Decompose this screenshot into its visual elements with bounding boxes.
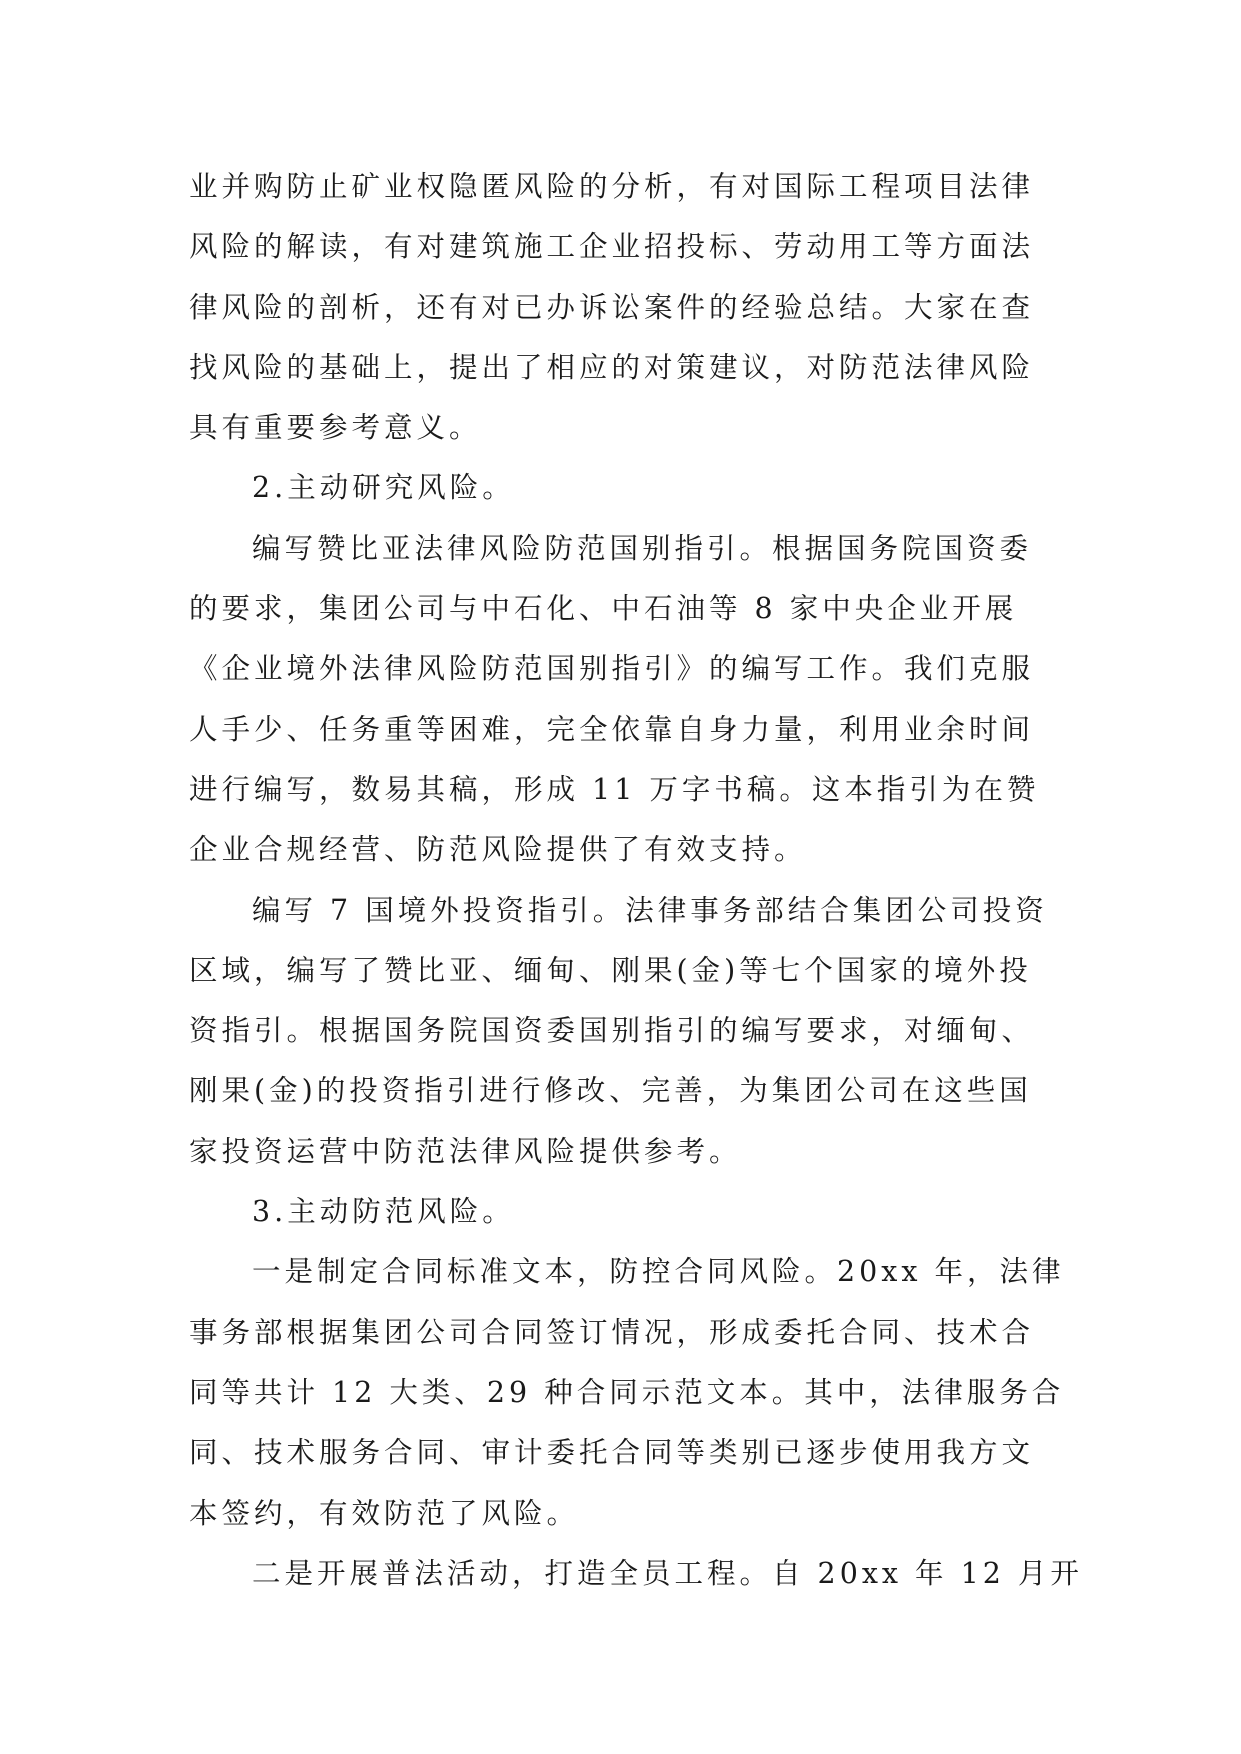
paragraph-start: 二是开展普法活动，打造全员工程。自 20xx 年 12 月开 <box>252 1556 1083 1590</box>
document-body <box>189 157 1083 1604</box>
text-line: 企业合规经营、防范风险提供了有效支持。 <box>189 833 807 867</box>
section-heading: 3.主动防范风险。 <box>252 1195 515 1229</box>
text-line: 业并购防止矿业权隐匿风险的分析，有对国际工程项目法律 <box>189 170 1035 203</box>
text-line: 刚果(金)的投资指引进行修改、完善，为集团公司在这些国 <box>189 1074 1032 1108</box>
text-line: 进行编写，数易其稿，形成 11 万字书稿。这本指引为在赞 <box>189 772 1040 806</box>
text-line: 律风险的剖析，还有对已办诉讼案件的经验总结。大家在查 <box>189 290 1035 324</box>
section-heading: 2.主动研究风险。 <box>252 471 515 505</box>
text-line: 事务部根据集团公司合同签订情况，形成委托合同、技术合 <box>189 1315 1035 1349</box>
text-line: 同、技术服务合同、审计委托合同等类别已逐步使用我方文 <box>189 1436 1035 1470</box>
text-line: 具有重要参考意义。 <box>189 411 482 445</box>
text-line: 风险的解读，有对建筑施工企业招投标、劳动用工等方面法 <box>189 230 1035 264</box>
paragraph-start: 编写赞比亚法律风险防范国别指引。根据国务院国资委 <box>252 531 1033 565</box>
text-line: 同等共计 12 大类、29 种合同示范文本。其中，法律服务合 <box>189 1375 1065 1409</box>
text-line: 找风险的基础上，提出了相应的对策建议，对防范法律风险 <box>189 350 1035 384</box>
text-line: 本签约，有效防范了风险。 <box>189 1496 580 1530</box>
text-line: 家投资运营中防范法律风险提供参考。 <box>189 1134 742 1168</box>
text-line: 的要求，集团公司与中石化、中石油等 8 家中央企业开展 <box>189 592 1018 626</box>
text-line: 人手少、任务重等困难，完全依靠自身力量，利用业余时间 <box>189 712 1035 746</box>
text-line: 区域，编写了赞比亚、缅甸、刚果(金)等七个国家的境外投 <box>189 953 1032 987</box>
text-line: 资指引。根据国务院国资委国别指引的编写要求，对缅甸、 <box>189 1014 1035 1048</box>
paragraph-start: 一是制定合同标准文本，防控合同风险。20xx 年，法律 <box>252 1255 1065 1289</box>
paragraph-start: 编写 7 国境外投资指引。法律事务部结合集团公司投资 <box>252 893 1048 927</box>
text-line: 《企业境外法律风险防范国别指引》的编写工作。我们克服 <box>189 652 1035 686</box>
